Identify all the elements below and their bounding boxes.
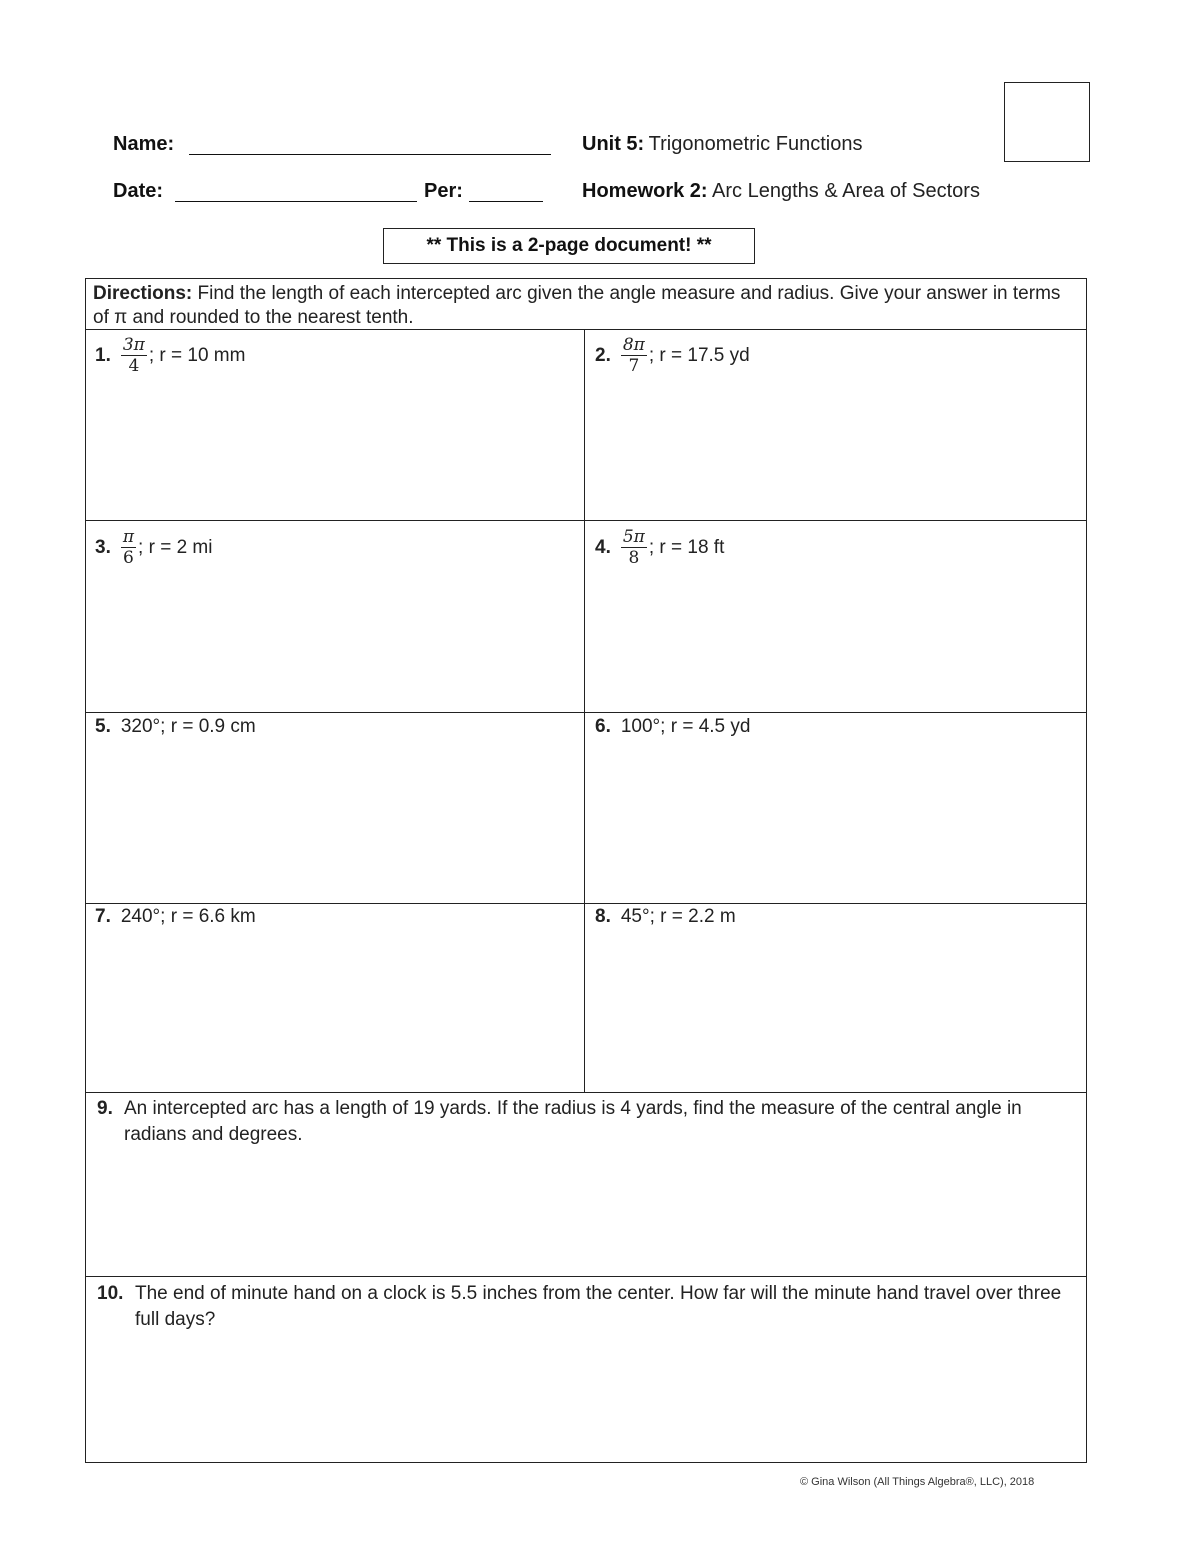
problem-expression: 240°; r = 6.6 km [120,906,256,927]
problem-number: 2. [595,344,611,366]
problem-expression: 45°; r = 2.2 m [620,906,736,927]
fraction [621,527,647,568]
problem-10 [97,1281,1072,1333]
problem-expression: ; r = 17.5 yd [648,344,750,366]
problem-number: 6. [595,716,611,737]
name-label: Name: [113,133,175,155]
name-blank[interactable] [189,154,551,155]
problem-number: 3. [95,536,111,558]
numerator: 3π [122,335,145,355]
directions-text: Find the length of each intercepted arc given the angle measure and radius. Give your answer in terms of π and rounded to the nearest tenth. [93,283,1061,328]
divider [85,520,1087,521]
problem-4 [595,527,724,568]
fraction [621,335,647,376]
problem-number: 4. [595,536,611,558]
problem-8 [595,906,736,928]
problem-expression: 100°; r = 4.5 yd [620,716,751,737]
problem-5 [95,716,256,738]
unit-heading [582,133,862,156]
problem-number: 8. [595,906,611,927]
copyright-footer: © Gina Wilson (All Things Algebra®, LLC), 2018 [800,1476,1035,1488]
homework-label: Homework 2: [582,180,708,202]
problem-9 [97,1096,1057,1148]
period-blank[interactable] [469,201,543,202]
directions [93,282,1078,330]
unit-title: Trigonometric Functions [648,133,863,155]
problem-number: 1. [95,344,111,366]
problem-text: An intercepted arc has a length of 19 yards. If the radius is 4 yards, find the measure of the central angle in radians and degrees. [124,1098,1022,1145]
problem-7 [95,906,256,928]
divider [85,712,1087,713]
problem-text: The end of minute hand on a clock is 5.5 inches from the center. How far will the minute hand travel over three full days? [135,1283,1062,1330]
problem-number: 7. [95,906,111,927]
numerator: 8π [622,335,645,355]
directions-label: Directions: [93,283,193,304]
problem-1 [95,335,245,376]
problem-expression: 320°; r = 0.9 cm [120,716,256,737]
date-label: Date: [113,180,164,202]
divider [85,1092,1087,1093]
divider [85,1276,1087,1277]
problem-expression: ; r = 18 ft [648,536,725,558]
fraction [121,527,136,568]
problem-6 [595,716,750,738]
problem-number: 9. [97,1098,113,1119]
unit-label: Unit 5: [582,133,645,155]
denominator: 6 [123,548,134,568]
denominator: 4 [128,356,140,376]
numerator: 5π [622,527,645,547]
denominator: 8 [628,548,640,568]
per-label: Per: [424,180,463,202]
problem-2 [595,335,750,376]
numerator: π [122,527,135,547]
problem-number: 10. [97,1283,124,1304]
fraction [121,335,147,376]
problem-number: 5. [95,716,111,737]
date-blank[interactable] [175,201,417,202]
column-divider [584,329,585,1092]
score-box[interactable] [1004,82,1090,162]
divider [85,903,1087,904]
homework-title: Arc Lengths & Area of Sectors [712,180,980,202]
problem-expression: ; r = 2 mi [138,536,213,558]
homework-heading [582,180,980,203]
two-page-notice: ** This is a 2-page document! ** [383,228,755,264]
problem-3 [95,527,212,568]
problem-expression: ; r = 10 mm [148,344,246,366]
denominator: 7 [628,356,640,376]
